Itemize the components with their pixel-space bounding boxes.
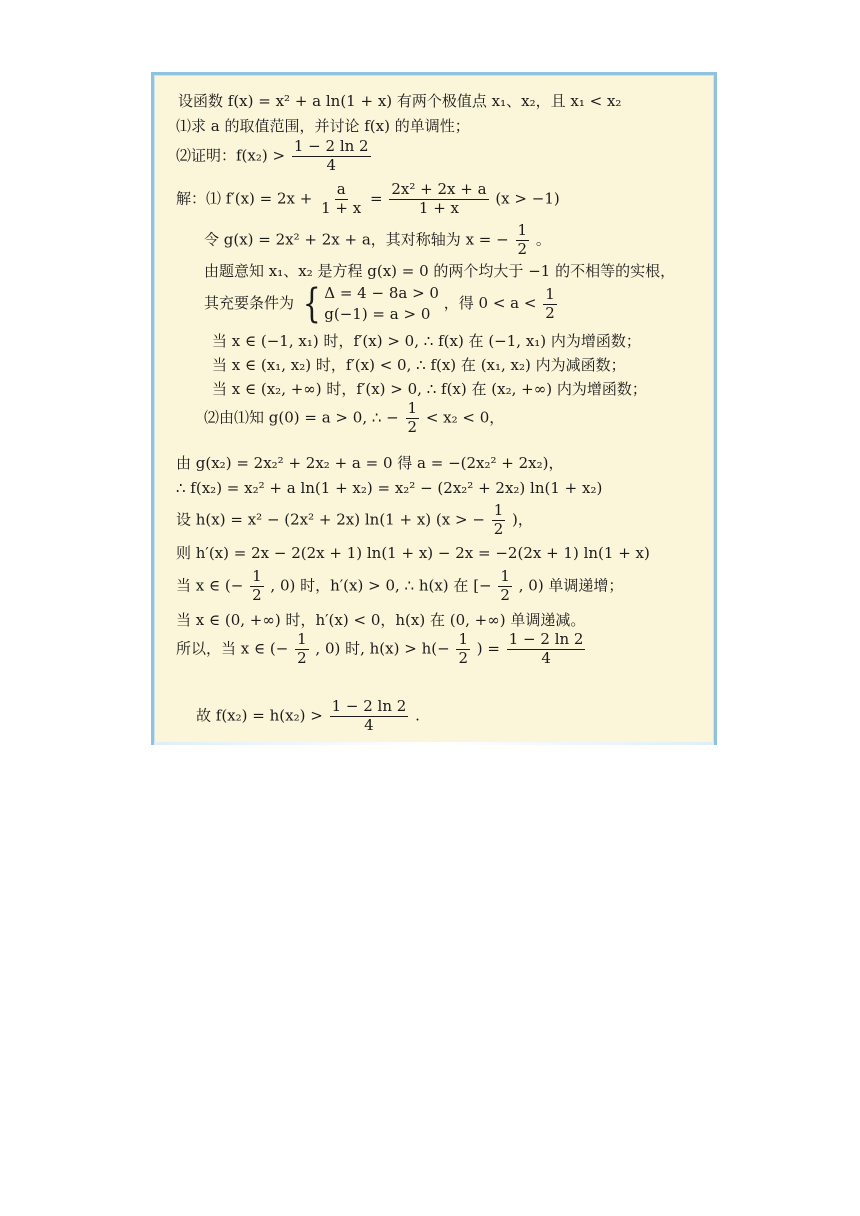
question-part-1: ⑴求 a 的取值范围，并讨论 f(x) 的单调性； <box>176 117 470 135</box>
roots-condition: 由题意知 x₁、x₂ 是方程 g(x) = 0 的两个均大于 −1 的不相等的实根， <box>204 262 676 280</box>
fraction: $\frac{1}{2}$ <box>252 567 262 604</box>
equation-system: { Δ = 4 − 8a > 0 g(−1) = a > 0 <box>302 281 439 327</box>
fraction: $\frac{1 - 2 \ln 2}{4}$ <box>331 697 407 734</box>
final-conclusion: 故 f(x₂) = h(x₂) > $\frac{1 - 2 \ln 2}{4}$ . <box>196 697 420 734</box>
fraction: $\frac{1}{2}$ <box>545 284 555 322</box>
solve-a: 由 g(x₂) = 2x₂² + 2x₂ + a = 0 得 a = −(2x₂² + 2x₂)， <box>176 454 564 472</box>
fraction: $\frac{1}{2}$ <box>407 399 418 436</box>
necessary-sufficient: 其充要条件为 { Δ = 4 − 8a > 0 g(−1) = a > 0 ，得 0 < a < $\frac{1}{2}$ <box>204 281 555 327</box>
fraction: $\frac{1}{2}$ <box>493 501 504 538</box>
h-decreasing: 当 x ∈ (0, +∞) 时，h′(x) < 0，h(x) 在 (0, +∞) 单调递减。 <box>176 611 586 629</box>
express-f-x2: ∴ f(x₂) = x₂² + a ln(1 + x₂) = x₂² − (2x₂² + 2x₂) ln(1 + x₂) <box>176 479 603 497</box>
part-2-start: ⑵由⑴知 g(0) = a > 0, ∴ − $\frac{1}{2}$ < x₂ < 0， <box>204 399 505 436</box>
fraction: $\frac{\text{2x² + 2x + a}}{1 + x}$ <box>391 180 487 217</box>
problem-statement: 设函数 f(x) = x² + a ln(1 + x) 有两个极值点 x₁、x₂，且 x₁ < x₂ <box>178 92 622 110</box>
fraction: $\frac{a}{1 + x}$ <box>321 180 362 217</box>
monotonic-1: 当 x ∈ (−1, x₁) 时，f′(x) > 0, ∴ f(x) 在 (−1, x₁) 内为增函数； <box>212 332 641 350</box>
h-increasing: 当 x ∈ (− $\frac{1}{2}$ , 0) 时，h′(x) > 0, ∴ h(x) 在 [− $\frac{1}{2}$ , 0) 单调递增； <box>176 567 624 604</box>
define-h: 设 h(x) = x² − (2x² + 2x) ln(1 + x) (x > − $\frac{1}{2}$ )， <box>176 501 533 538</box>
monotonic-3: 当 x ∈ (x₂, +∞) 时，f′(x) > 0, ∴ f(x) 在 (x₂, +∞) 内为增函数； <box>212 380 647 398</box>
fraction: $\frac{1}{2}$ <box>458 630 468 667</box>
define-g: 令 g(x) = 2x² + 2x + a，其对称轴为 x = − $\frac{1}{2}$ 。 <box>204 221 551 258</box>
conclusion-h: 所以，当 x ∈ (− $\frac{1}{2}$ , 0) 时, h(x) > h(− $\frac{1}{2}$ ) = $\frac{1 - 2 \ln 2}{4}$ <box>176 630 584 667</box>
solution-derivative: 解：⑴ f′(x) = 2x + $\frac{a}{1 + x}$ = $\frac{\text{2x² + 2x + a}}{1 + x}$ (x > −1) <box>176 180 560 217</box>
fraction: $\frac{1 - 2 \ln 2}{4}$ <box>508 630 584 667</box>
solution-panel <box>151 72 717 745</box>
h-derivative: 则 h′(x) = 2x − 2(2x + 1) ln(1 + x) − 2x = −2(2x + 1) ln(1 + x) <box>176 544 650 562</box>
brace-icon: { <box>302 281 321 327</box>
question-part-2: ⑵证明：f(x₂) > $\frac{1 - 2 \ln 2}{4}$ <box>176 137 369 174</box>
fraction: $\frac{1}{2}$ <box>517 221 528 258</box>
fraction: $\frac{1 - 2 \ln 2}{4}$ <box>293 137 369 174</box>
fraction: $\frac{1}{2}$ <box>500 567 510 604</box>
monotonic-2: 当 x ∈ (x₁, x₂) 时，f′(x) < 0, ∴ f(x) 在 (x₁, x₂) 内为减函数； <box>212 356 626 374</box>
fraction: $\frac{1}{2}$ <box>297 630 307 667</box>
